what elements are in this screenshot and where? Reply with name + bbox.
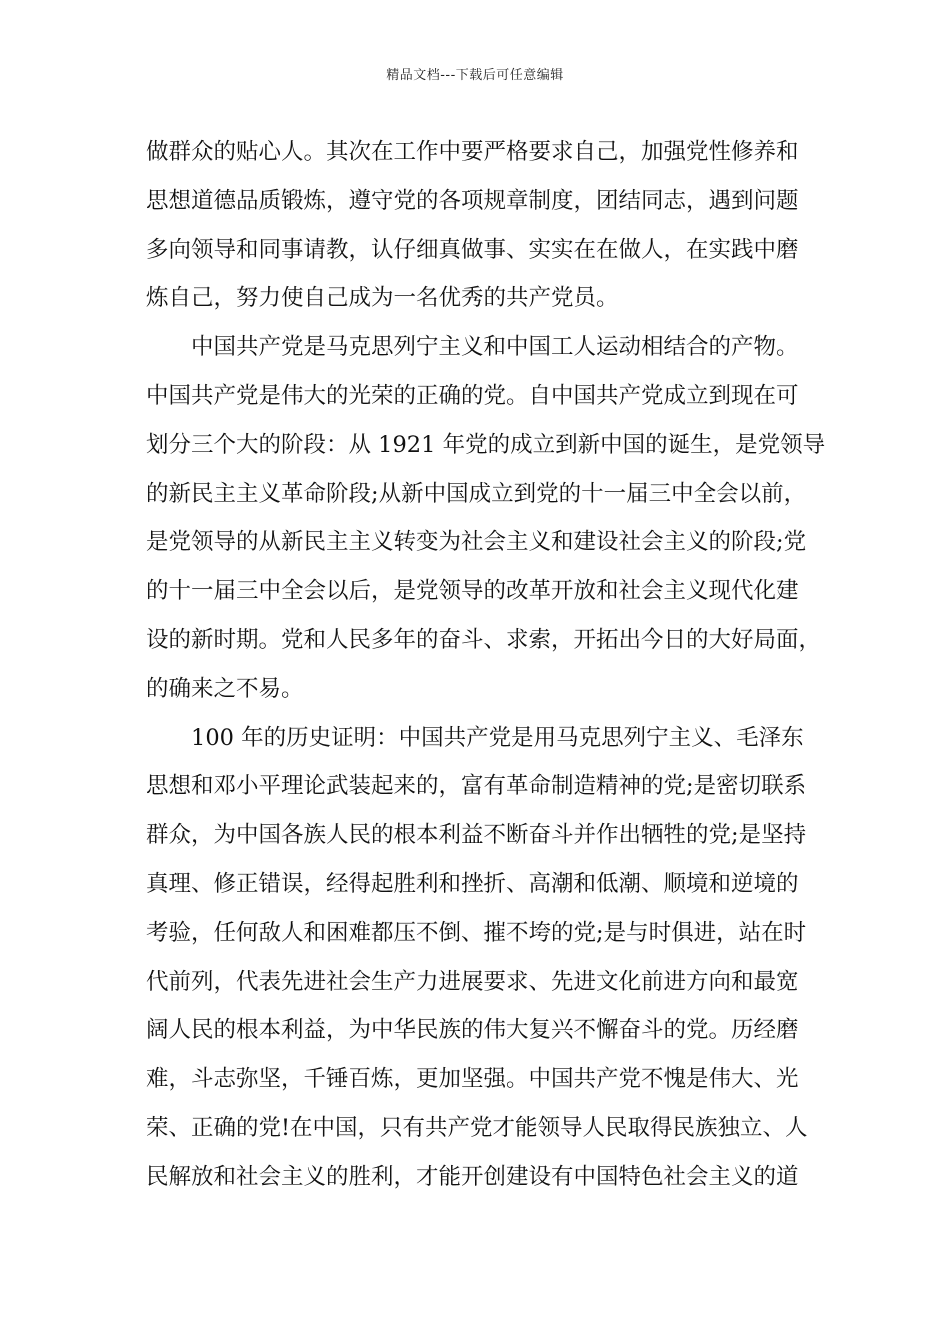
text-line: 难，斗志弥坚，千锤百炼，更加坚强。中国共产党不愧是伟大、光 <box>146 1066 799 1093</box>
text-line: 中国共产党是马克思列宁主义和中国工人运动相结合的产物。 <box>191 334 799 361</box>
text-line: 阔人民的根本利益，为中华民族的伟大复兴不懈奋斗的党。历经磨 <box>146 1017 799 1044</box>
text-line: 的新民主主义革命阶段;从新中国成立到党的十一届三中全会以前， <box>146 480 807 507</box>
text-line: 真理、修正错误，经得起胜利和挫折、高潮和低潮、顺境和逆境的 <box>146 870 799 897</box>
text-line: 炼自己，努力使自己成为一名优秀的共产党员。 <box>146 285 619 312</box>
text-line: 考验，任何敌人和困难都压不倒、摧不垮的党;是与时俱进，站在时 <box>146 919 807 946</box>
text-line: 代前列，代表先进社会生产力进展要求、先进文化前进方向和最宽 <box>146 968 799 995</box>
text-line: 民解放和社会主义的胜利，才能开创建设有中国特色社会主义的道 <box>146 1163 799 1190</box>
page-header: 精品文档---下载后可任意编辑 <box>386 68 564 83</box>
text-line: 的十一届三中全会以后，是党领导的改革开放和社会主义现代化建 <box>146 578 799 605</box>
text-line: 多向领导和同事请教，认仔细真做事、实实在在做人，在实践中磨 <box>146 236 799 263</box>
text-line: 设的新时期。党和人民多年的奋斗、求索，开拓出今日的大好局面， <box>146 626 822 653</box>
text-line: 做群众的贴心人。其次在工作中要严格要求自己，加强党性修养和 <box>146 139 799 165</box>
text-line: 100 年的历史证明：中国共产党是用马克思列宁主义、毛泽东 <box>191 724 804 751</box>
text-line: 思想道德品质锻炼，遵守党的各项规章制度，团结同志，遇到问题 <box>146 187 799 214</box>
text-line: 是党领导的从新民主主义转变为社会主义和建设社会主义的阶段;党 <box>146 529 807 556</box>
text-line: 中国共产党是伟大的光荣的正确的党。自中国共产党成立到现在可 <box>146 382 799 409</box>
text-line: 的确来之不易。 <box>146 675 304 702</box>
text-line: 划分三个大的阶段：从 1921 年党的成立到新中国的诞生，是党领导 <box>146 431 826 458</box>
document-body <box>146 128 826 1202</box>
text-line: 荣、正确的党!在中国，只有共产党才能领导人民取得民族独立、人 <box>146 1114 808 1141</box>
text-line: 思想和邓小平理论武装起来的，富有革命制造精神的党;是密切联系 <box>146 773 807 800</box>
text-line: 群众，为中国各族人民的根本利益不断奋斗并作出牺牲的党;是坚持 <box>146 822 807 849</box>
